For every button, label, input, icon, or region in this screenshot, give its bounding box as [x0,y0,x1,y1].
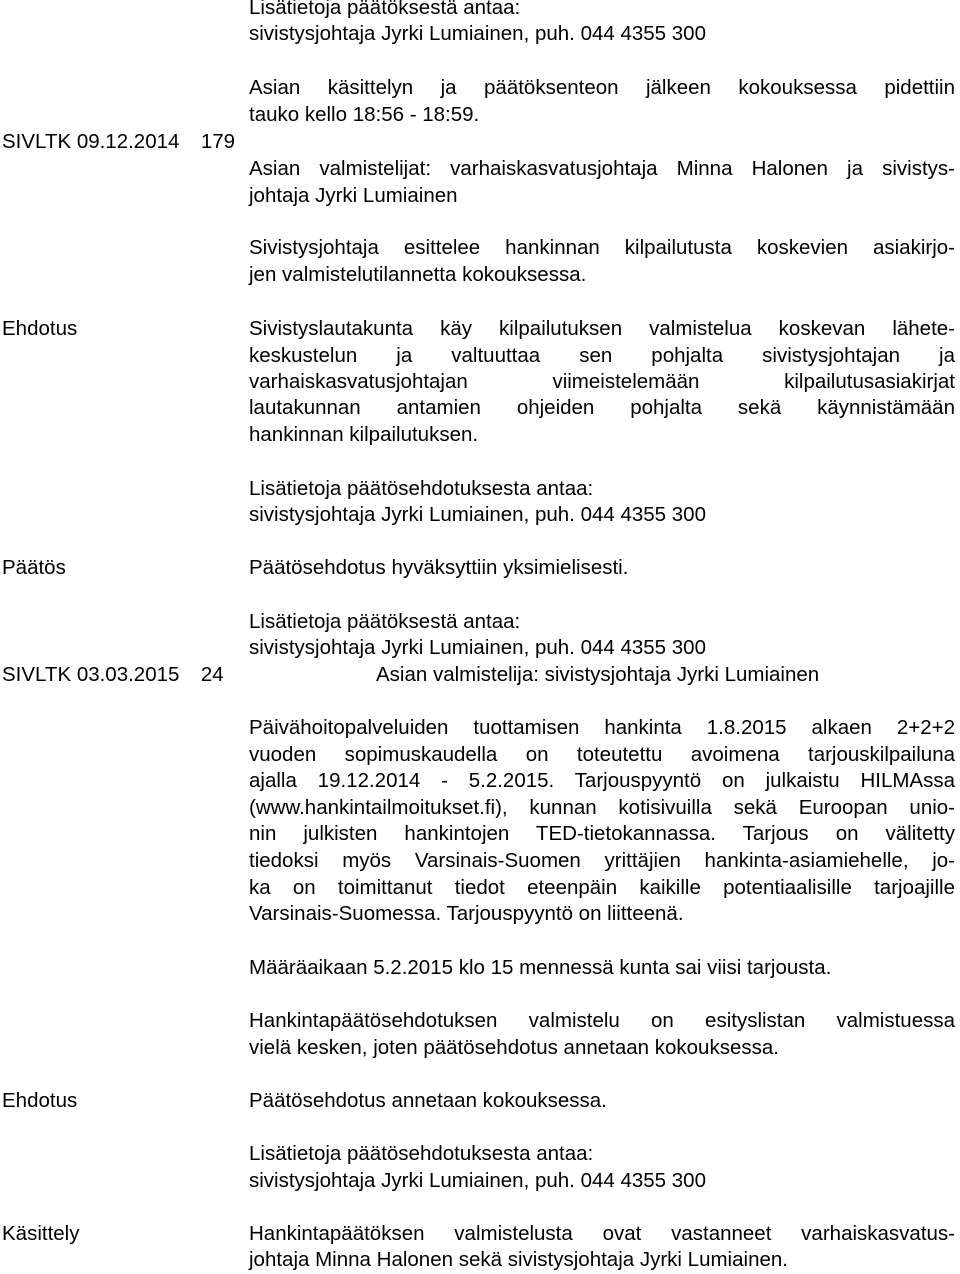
body-line: tiedoksi myös Varsinais-Suomen yrittäjien hankinta-asiamiehelle, jo- [249,849,955,872]
proposal-label: Ehdotus [2,317,78,340]
handling-line-1: Hankintapäätöksen valmistelusta ovat vastanneet varhaiskasvatus- [249,1222,955,1245]
proposal-line: lautakunnan antamien ohjeiden pohjalta sekä käynnistämään [249,396,955,419]
proposal-info-label: Lisätietoja päätösehdotuksesta antaa: [249,1142,594,1165]
decision-label: Päätös [2,556,66,579]
status-line-1: Hankintapäätösehdotuksen valmistelu on esityslistan valmistuessa [249,1009,955,1032]
decision-info-label: Lisätietoja päätöksestä antaa: [249,610,521,633]
body-line: ajalla 19.12.2014 - 5.2.2015. Tarjouspyyntö on julkaistu HILMAssa [249,769,955,792]
presentation-line-2: jen valmistelutilannetta kokouksessa. [249,263,587,286]
proposal-line: keskustelun ja valtuuttaa sen pohjalta sivistysjohtajan ja [249,344,955,367]
proposal-text: Päätösehdotus annetaan kokouksessa. [249,1089,607,1112]
presentation-line-1: Sivistysjohtaja esittelee hankinnan kilpailutusta koskevien asiakirjo- [249,236,955,259]
proposal-line: Sivistyslautakunta käy kilpailutuksen valmistelua koskevan lähete- [249,317,955,340]
break-note-line-1: Asian käsittelyn ja päätöksenteon jälkeen kokouksessa pidettiin [249,76,955,99]
handling-label: Käsittely [2,1222,80,1245]
intro-info-contact: sivistysjohtaja Jyrki Lumiainen, puh. 044 4355 300 [249,22,706,45]
proposal-info-label: Lisätietoja päätösehdotuksesta antaa: [249,477,594,500]
proposal-label: Ehdotus [2,1089,78,1112]
proposal-info-contact: sivistysjohtaja Jyrki Lumiainen, puh. 044 4355 300 [249,503,706,526]
section-number: 179 [200,130,236,153]
body-line: Varsinais-Suomessa. Tarjouspyyntö on liitteenä. [249,902,684,925]
section-ref: SIVLTK 03.03.2015 [2,663,180,686]
body-line: (www.hankintailmoitukset.fi), kunnan kotisivuilla sekä Euroopan unio- [249,796,955,819]
section-ref: SIVLTK 09.12.2014 [2,130,180,153]
section-heading-24 [2,663,224,687]
preparer-line: Asian valmistelija: sivistysjohtaja Jyrki Lumiainen [376,663,820,686]
preparers-line-1: Asian valmistelijat: varhaiskasvatusjohtaja Minna Halonen ja sivistys- [249,157,955,180]
body-line: ka on toimittanut tiedot eteenpäin kaikille potentiaalisille tarjoajille [249,876,955,899]
break-note-line-2: tauko kello 18:56 - 18:59. [249,103,480,126]
status-line-2: vielä kesken, joten päätösehdotus annetaan kokouksessa. [249,1036,779,1059]
decision-info-contact: sivistysjohtaja Jyrki Lumiainen, puh. 044 4355 300 [249,636,706,659]
proposal-info-contact: sivistysjohtaja Jyrki Lumiainen, puh. 044 4355 300 [249,1169,706,1192]
body-line: Päivähoitopalveluiden tuottamisen hankinta 1.8.2015 alkaen 2+2+2 [249,716,955,739]
proposal-line: varhaiskasvatusjohtajan viimeistelemään kilpailutusasiakirjat [249,370,955,393]
preparers-line-2: johtaja Jyrki Lumiainen [249,184,458,207]
section-number: 24 [200,663,224,686]
section-heading-179 [2,130,235,154]
proposal-line: hankinnan kilpailutuksen. [249,423,479,446]
handling-line-2: johtaja Minna Halonen sekä sivistysjohtaja Jyrki Lumiainen. [249,1248,788,1271]
deadline-text: Määräaikaan 5.2.2015 klo 15 mennessä kunta sai viisi tarjousta. [249,956,832,979]
body-line: nin julkisten hankintojen TED-tietokannassa. Tarjous on välitetty [249,822,955,845]
intro-info-label: Lisätietoja päätöksestä antaa: [249,0,521,19]
body-line: vuoden sopimuskaudella on toteutettu avoimena tarjouskilpailuna [249,743,955,766]
decision-text: Päätösehdotus hyväksyttiin yksimielisesti. [249,556,629,579]
